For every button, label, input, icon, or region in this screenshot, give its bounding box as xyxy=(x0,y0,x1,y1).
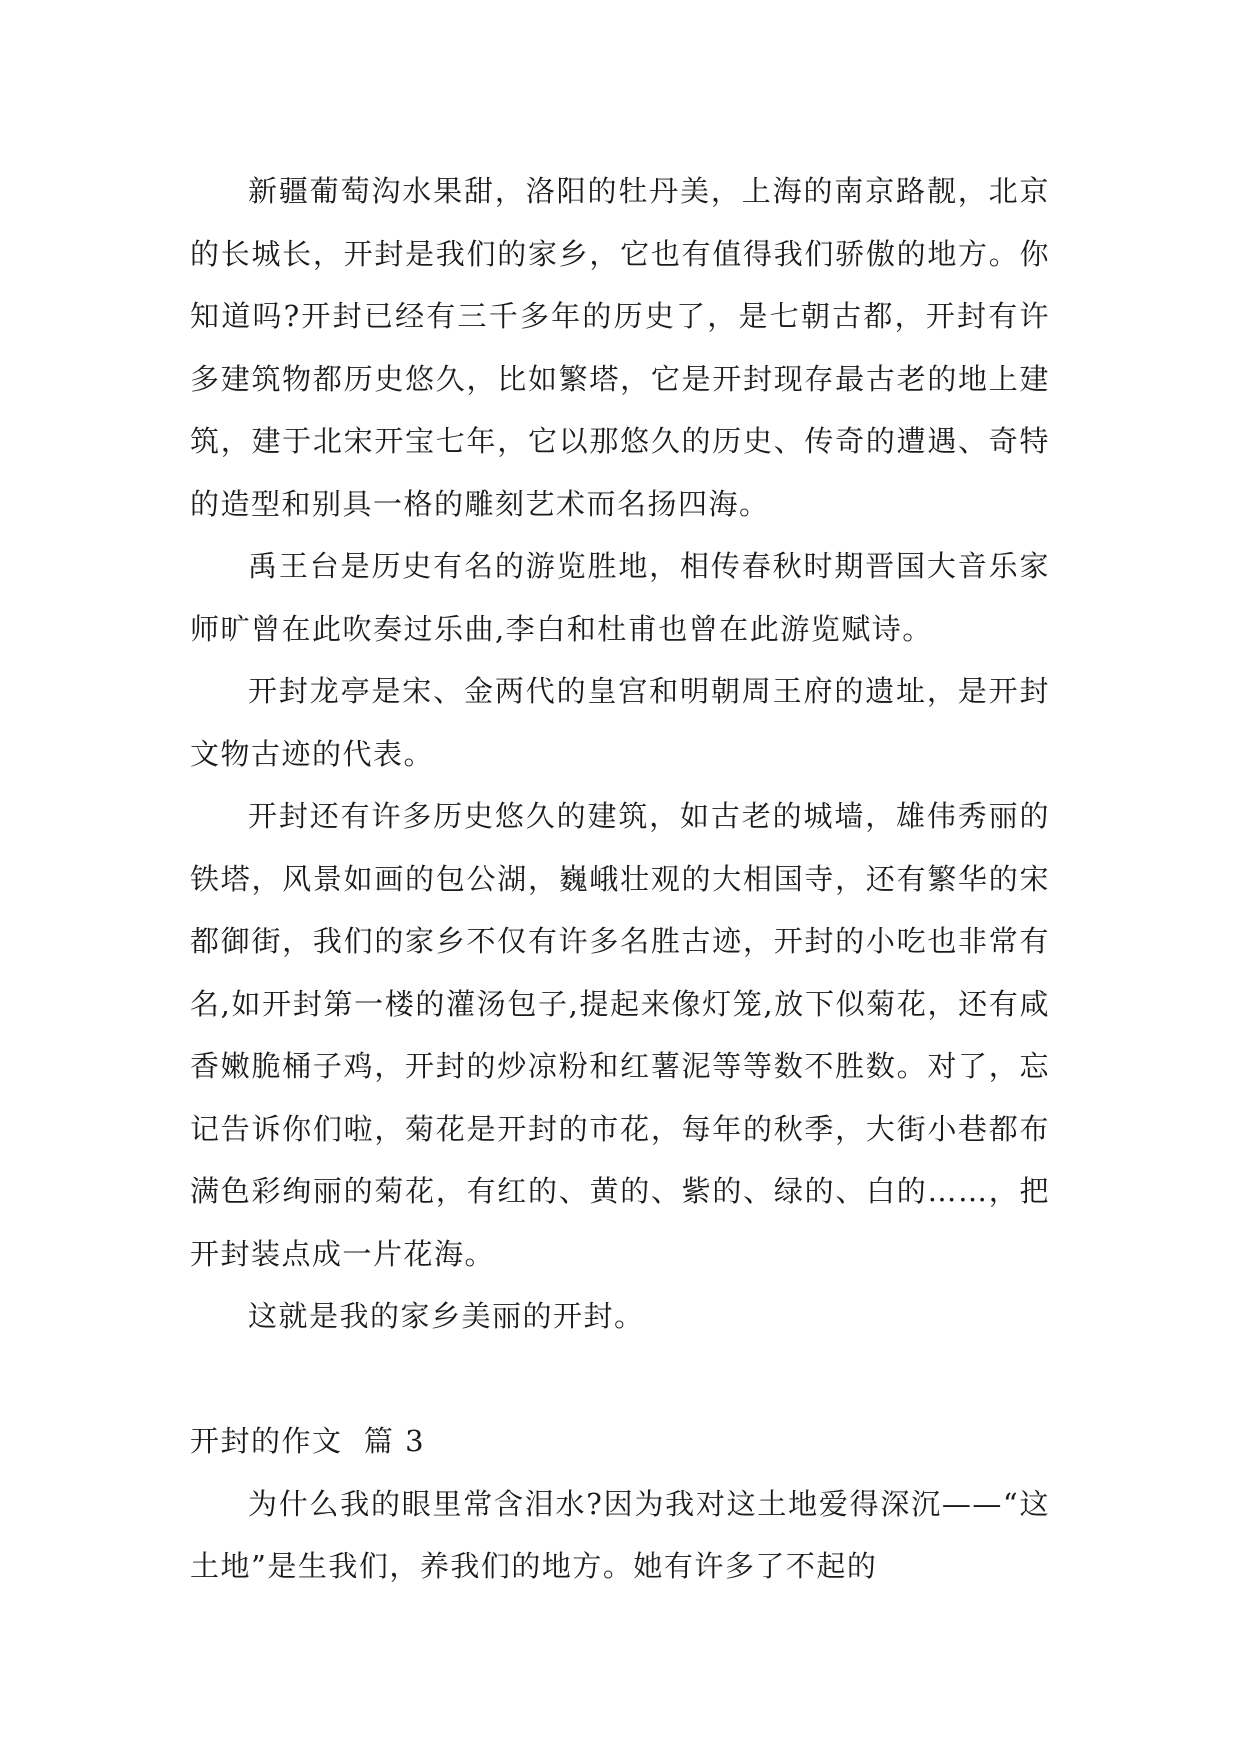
paragraph: 禹王台是历史有名的游览胜地，相传春秋时期晋国大音乐家师旷曾在此吹奏过乐曲,李白和杜甫也曾在此游览赋诗。 xyxy=(190,549,1050,646)
section-heading: 开封的作文 篇 3 xyxy=(190,1424,426,1458)
paragraph: 这就是我的家乡美丽的开封。 xyxy=(248,1299,645,1333)
paragraph: 开封还有许多历史悠久的建筑，如古老的城墙，雄伟秀丽的铁塔，风景如画的包公湖，巍峨壮观的大相国寺，还有繁华的宋都御街，我们的家乡不仅有许多名胜古迹，开封的小吃也非常有名,如开封第一楼的灌汤包子,提起来像灯笼,放下似菊花，还有咸香嫩脆桶子鸡，开封的炒凉粉和红薯泥等等数不胜数。对了，忘记告诉你们啦，菊花是开封的市花，每年的秋季，大街小巷都布满色彩绚丽的菊花，有红的、黄的、紫的、绿的、白的……，把开封装点成一片花海。 xyxy=(190,799,1050,1271)
paragraph: 为什么我的眼里常含泪水?因为我对这土地爱得深沉——“这土地”是生我们，养我们的地方。她有许多了不起的 xyxy=(190,1486,1050,1583)
document-body xyxy=(190,160,1050,1598)
paragraph: 新疆葡萄沟水果甜，洛阳的牡丹美，上海的南京路靓，北京的长城长，开封是我们的家乡，它也有值得我们骄傲的地方。你知道吗?开封已经有三千多年的历史了，是七朝古都，开封有许多建筑物都历史悠久，比如繁塔，它是开封现存最古老的地上建筑，建于北宋开宝七年，它以那悠久的历史、传奇的遭遇、奇特的造型和别具一格的雕刻艺术而名扬四海。 xyxy=(190,174,1050,521)
blank-line xyxy=(190,1348,1050,1411)
paragraph: 开封龙亭是宋、金两代的皇宫和明朝周王府的遗址，是开封文物古迹的代表。 xyxy=(190,674,1050,771)
